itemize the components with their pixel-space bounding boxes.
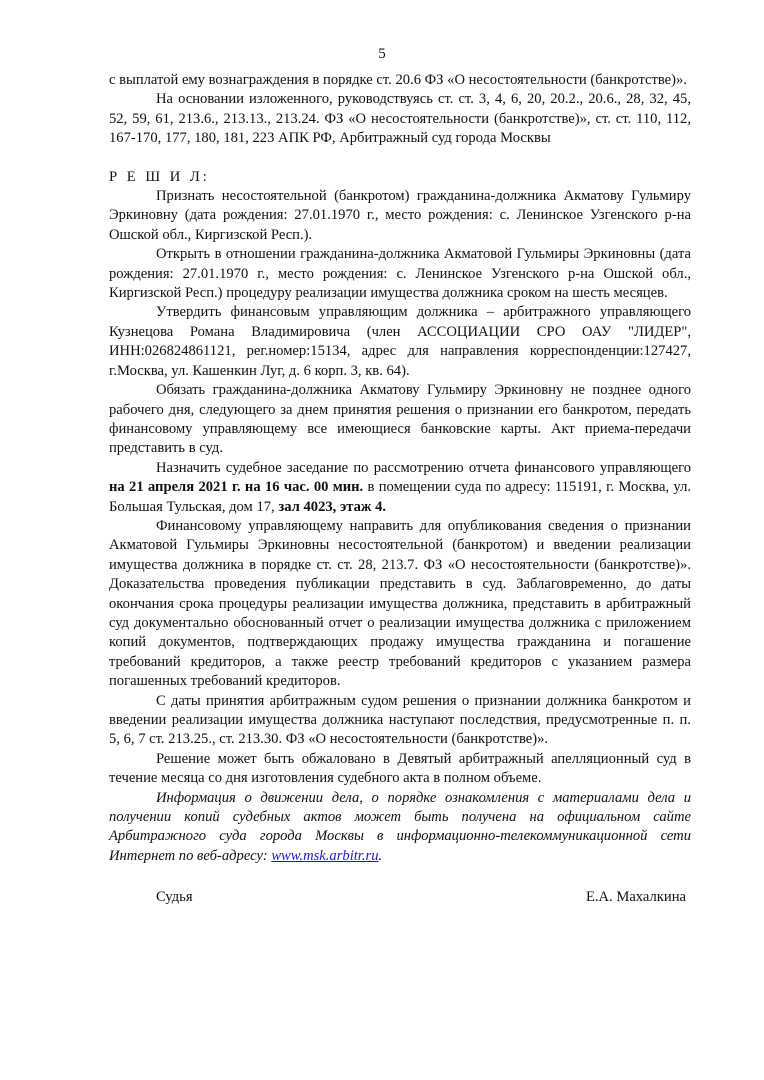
paragraph-declare-bankrupt: Признать несостоятельной (банкротом) гражданина-должника Акматову Гульмиру Эркиновну (дата рождения: 27.01.1970 г., место рождения: с. Ленинское Узгенского р-на Ошской обл., Киргизской Респ.). [109,188,691,243]
paragraph-consequences: С даты принятия арбитражным судом решения о признании должника банкротом и введении реализации имущества должника наступают последствия, предусмотренные п. п. 5, 6, 7 ст. 213.25., ст. 213.30. ФЗ «О несостоятельности (банкротстве)». [109,692,691,748]
information-end: . [378,847,383,864]
paragraph-bank-cards: Обязать гражданина-должника Акматову Гульмиру Эркиновну не позднее одного рабочего дня, следующего за днем принятия решения о признании его банкротом, передать финансовому управляющему все имеющиеся банковские карты. Акт приема-передачи представить в суд. [109,382,691,457]
court-website-link[interactable]: www.msk.arbitr.ru [271,847,379,864]
paragraph-open-procedure: Открыть в отношении гражданина-должника Акматовой Гульмиры Эркиновны (дата рождения: 27.01.1970 г., место рождения: с. Ленинское Узгенского р-на Ошской обл., Киргизской Респ.) процедуру реализации имущества должника сроком на шесть месяцев. [109,246,691,302]
paragraph-publication: Финансовому управляющему направить для опубликования сведения о признании Акматовой Гульмиры Эркиновны несостоятельной (банкротом) и введении реализации имущества должника в порядке ст. ст. 28, 213.7. ФЗ «О несостоятельности (банкротстве)». Доказательства проведения публикации представить в суд. Заблаговременно, до даты окончания срока процедуры реализации имущества должника, представить в арбитражный суд документально обоснованный отчет о реализации имущества должника с приложением копий документов, подтверждающих продажу имущества гражданина и погашение требований кредиторов, а также реестр требований кредиторов с указанием размера погашенных требований кредиторов. [109,517,691,690]
paragraph-appeal: Решение может быть обжаловано в Девятый арбитражный апелляционный суд в течение месяца со дня изготовления судебного акта в полном объеме. [109,750,691,787]
signature-block [156,888,686,908]
paragraph-remuneration: с выплатой ему вознаграждения в порядке ст. 20.6 ФЗ «О несостоятельности (банкротстве)». [109,72,687,88]
paragraph-information [109,789,691,867]
information-text: Информация о движении дела, о порядке ознакомления с материалами дела и получении копий судебных актов может быть получена на официальном сайте Арбитражного суда города Москвы в информационно-телекоммуникационной сети Интернет по веб-адресу: [109,789,691,864]
decision-heading: Р Е Ш И Л: [109,168,210,185]
paragraph-legal-basis: На основании изложенного, руководствуясь ст. ст. 3, 4, 6, 20, 20.2., 20.6., 28, 32, 45, 52, 59, 61, 213.6., 213.13., 213.24. ФЗ «О несостоятельности (банкротстве)», ст. ст. 110, 112, 167-170, 177, 180, 181, 223 АПК РФ, Арбитражный суд города Москвы [109,91,691,147]
hearing-text-a: Назначить судебное заседание по рассмотрению отчета финансового управляющего [156,459,691,476]
hearing-text-c: в помещении суда по адресу: 115191, г. Москва, ул. Большая Тульская, дом 17, [109,479,691,515]
page-number: 5 [378,46,386,62]
judge-title: Судья [156,889,193,905]
document-body [109,71,691,866]
hearing-date: на 21 апреля 2021 г. на 16 час. 00 мин. [109,479,364,496]
paragraph-hearing-date [109,459,691,517]
hearing-room: зал 4023, этаж 4. [278,498,387,515]
paragraph-appoint-manager: Утвердить финансовым управляющим должника – арбитражного управляющего Кузнецова Романа Владимировича (член АССОЦИАЦИИ СРО ОАУ "ЛИДЕР", ИНН:026824861121, рег.номер:15134, адрес для направления корреспонденции:127427, г.Москва, ул. Кашенкин Луг, д. 6 корп. 3, кв. 64). [109,304,691,379]
judge-name: Е.А. Махалкина [585,889,686,905]
